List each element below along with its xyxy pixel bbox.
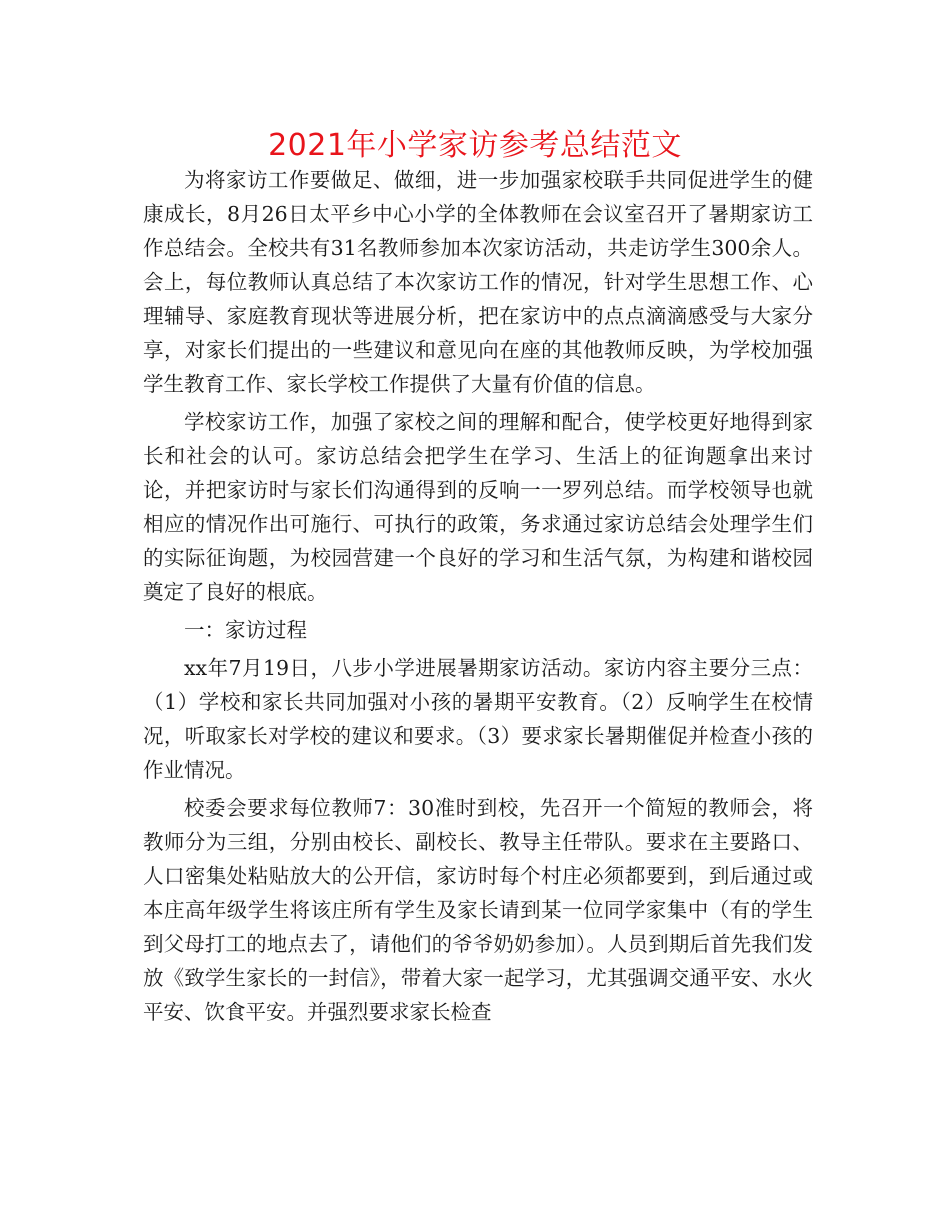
section-heading-visit-process: 一：家访过程 xyxy=(184,618,307,642)
paragraph-intro: 为将家访工作要做足、做细，进一步加强家校联手共同促进学生的健康成长，8月26日太平乡中心小学的全体教师在会议室召开了暑期家访工作总结会。全校共有31名教师参加本次家访活动，共走访学生300余人。会上，每位教师认真总结了本次家访工作的情况，针对学生思想工作、心理辅导、家庭教育现状等进展分析，把在家访中的点点滴滴感受与大家分享，对家长们提出的一些建议和意见向在座的其他教师反映，为学校加强学生教育工作、家长学校工作提供了大量有价值的信息。 xyxy=(143,168,813,396)
paragraph-visit-content: xx年7月19日，八步小学进展暑期家访活动。家访内容主要分三点：（1）学校和家长共同加强对小孩的暑期平安教育。（2）反响学生在校情况，听取家长对学校的建议和要求。（3）要求家长暑期催促并检查小孩的作业情况。 xyxy=(143,656,813,782)
paragraph-visit-arrangement: 校委会要求每位教师7：30准时到校，先召开一个简短的教师会，将教师分为三组，分别由校长、副校长、教导主任带队。要求在主要路口、人口密集处粘贴放大的公开信，家访时每个村庄必须都要到，到后通过或本庄高年级学生将该庄所有学生及家长请到某一位同学家集中（有的学生到父母打工的地点去了，请他们的爷爷奶奶参加）。人员到期后首先我们发放《致学生家长的一封信》，带着大家一起学习，尤其强调交通平安、水火平安、饮食平安。并强烈要求家长检查 xyxy=(143,796,813,1024)
document-title: 2021年小学家访参考总结范文 xyxy=(268,128,682,163)
document-body xyxy=(143,163,813,1033)
paragraph-significance: 学校家访工作，加强了家校之间的理解和配合，使学校更好地得到家长和社会的认可。家访总结会把学生在学习、生活上的征询题拿出来讨论，并把家访时与家长们沟通得到的反响一一罗列总结。而学校领导也就相应的情况作出可施行、可执行的政策，务求通过家访总结会处理学生们的实际征询题，为校园营建一个良好的学习和生活气氛，为构建和谐校园奠定了良好的根底。 xyxy=(143,410,813,604)
